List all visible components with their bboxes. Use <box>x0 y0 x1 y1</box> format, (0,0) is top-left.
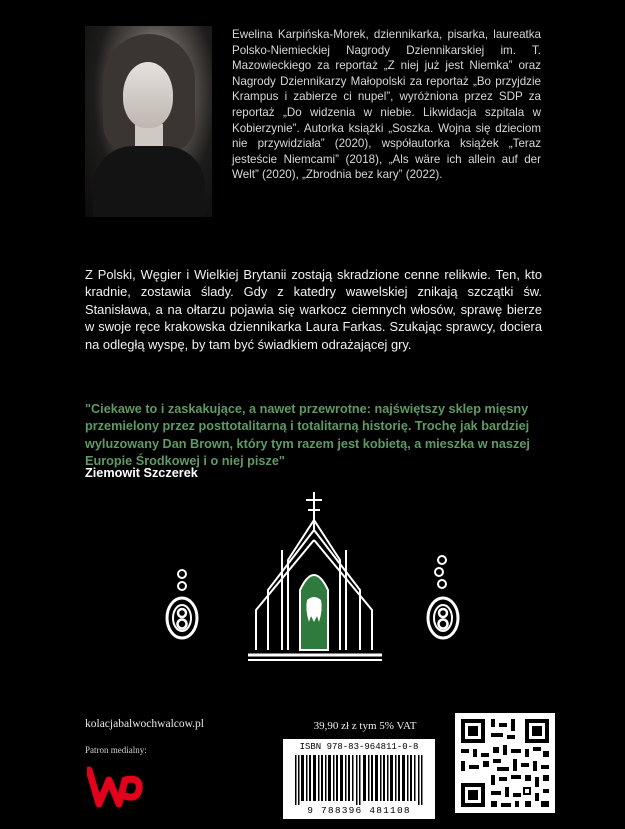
review-quote: "Ciekawe to i zaskakujące, a nawet przewrotne: najświętszy sklep mięsny przemielony przez posttotalitarną i totalitarną historię. Trochę jak bardziej wyluzowany Dan Brown, który tym razem jest kobietą, a mieszka w naszej Europie Środkowej i o niej pisze" <box>85 402 530 468</box>
isbn-label: ISBN 978-83-964811-0-8 <box>299 742 419 752</box>
quote-author: Ziemowit Szczerek <box>85 466 198 480</box>
right-pendant-icon <box>428 556 458 638</box>
author-photo <box>85 26 212 217</box>
wp-logo-icon <box>87 766 145 810</box>
barcode-bars <box>291 755 427 805</box>
patron-label: Patron medialny: <box>85 745 147 755</box>
gothic-reliquary-emblem <box>160 490 470 670</box>
qr-code[interactable] <box>455 713 555 813</box>
book-blurb: Z Polski, Węgier i Wielkiej Brytanii zostają skradzione cenne relikwie. Ten, kto kradnie, zostawia ślady. Gdy z katedry wawelskiej znikają szczątki św. Stanisława, a na ołtarzu pojawia się warkocz ciemnych włosów, sprawę bierze w swoje ręce krakowska dziennikarka Laura Farkas. Szukając sprawcy, dociera na odległą wyspę, by tam być świadkiem odrażającej gry. <box>85 267 542 352</box>
tooth-icon <box>306 597 321 622</box>
isbn-digits: 9 788396 481108 <box>307 805 411 816</box>
website-link[interactable]: kolacjabalwochwalcow.pl <box>85 718 204 730</box>
left-pendant-icon <box>167 570 197 638</box>
author-bio: Ewelina Karpińska-Morek, dziennikarka, pisarka, laureatka Polsko-Niemieckiej Nagrody Dziennikarskiej im. T. Mazowieckiego za reportaż „Z niej już jest Niemka” oraz Nagrody Dziennikarzy Małopolski za reportaż „Bo przyjdzie Krampus i zabierze ci nupel”, wyróżniona przez SDP za reportaż „Do widzenia w niebie. Likwidacja szpitala w Kobierzynie”. Autorka książki „Soszka. Wojna się dzieciom nie przywidziała” (2020), współautorka książek „Teraz jesteście Niemcami” (2018), „Als wäre ich allein auf der Welt” (2020), „Zbrodnia bez kary” (2022). <box>232 28 541 182</box>
price-label: 39,90 zł z tym 5% VAT <box>313 720 417 732</box>
barcode <box>283 739 435 819</box>
